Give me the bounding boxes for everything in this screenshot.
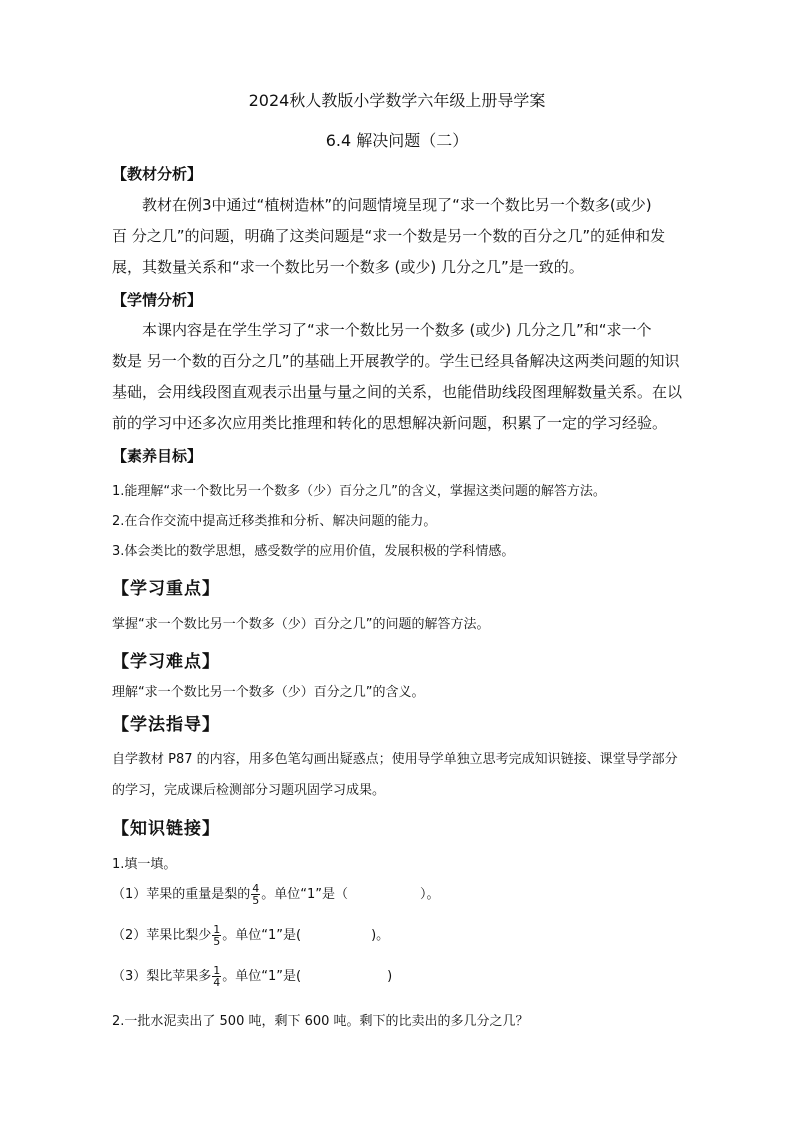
study-guide-line: 自学教材 P87 的内容，用多色笔勾画出疑惑点；使用导学单独立思考完成知识链接、课堂导学部分: [112, 752, 678, 767]
textbook-analysis-paragraph: [112, 190, 702, 283]
paragraph-line: 教材在例3中通过“植树造林”的问题情境呈现了“求一个数比另一个数多(或少): [142, 196, 652, 214]
student-analysis-heading: 【学情分析】: [112, 291, 203, 309]
paragraph-line: 展，其数量关系和“求一个数比另一个数多 (或少) 几分之几”是一致的。: [112, 258, 584, 276]
document-title: 2024秋人教版小学数学六年级上册导学案: [248, 91, 546, 110]
lesson-title: 6.4 解决问题（二）: [325, 131, 469, 150]
fraction: $\frac{1}{5}$: [213, 923, 221, 948]
paragraph-line: 数是 另一个数的百分之几”的基础上开展教学的。学生已经具备解决这两类问题的知识: [112, 352, 680, 370]
fraction: $\frac{1}{4}$: [213, 964, 221, 989]
study-guide-line: 的学习，完成课后检测部分习题巩固学习成果。: [112, 783, 386, 798]
goal-item: 3.体会类比的数学思想，感受数学的应用价值，发展积极的学科情感。: [112, 544, 515, 559]
fill-item-2: （2）苹果比梨少 $\frac{1}{5}$ 。单位“1”是( )。: [112, 923, 390, 948]
goal-item: 2.在合作交流中提高迁移类推和分析、解决问题的能力。: [112, 514, 437, 529]
key-points-heading: 【学习重点】: [112, 579, 220, 599]
paragraph-line: 前的学习中还多次应用类比推理和转化的思想解决新问题，积累了一定的学习经验。: [112, 414, 668, 432]
literacy-goals-heading: 【素养目标】: [112, 447, 203, 465]
question-2: 2.一批水泥卖出了 500 吨，剩下 600 吨。剩下的比卖出的多几分之几？: [112, 1014, 529, 1029]
fill-item-3: （3）梨比苹果多 $\frac{1}{4}$ 。单位“1”是( ): [112, 964, 393, 989]
question-1-label: 1.填一填。: [112, 857, 177, 872]
difficult-points-text: 理解“求一个数比另一个数多（少）百分之几”的含义。: [112, 685, 425, 700]
textbook-analysis-heading: 【教材分析】: [112, 165, 203, 183]
difficult-points-heading: 【学习难点】: [112, 652, 220, 672]
key-points-text: 掌握“求一个数比另一个数多（少）百分之几”的问题的解答方法。: [112, 617, 490, 632]
fraction: $\frac{4}{5}$: [252, 882, 260, 907]
paragraph-line: 本课内容是在学生学习了“求一个数比另一个数多 (或少) 几分之几”和“求一个: [142, 321, 652, 339]
paragraph-line: 基础，会用线段图直观表示出量与量之间的关系，也能借助线段图理解数量关系。在以: [112, 383, 683, 401]
fill-item-1: （1）苹果的重量是梨的 $\frac{4}{5}$ 。单位“1”是（ ）。: [112, 882, 440, 907]
knowledge-link-heading: 【知识链接】: [112, 819, 220, 839]
paragraph-line: 百 分之几”的问题，明确了这类问题是“求一个数是另一个数的百分之几”的延伸和发: [112, 227, 666, 245]
goal-item: 1.能理解“求一个数比另一个数多（少）百分之几”的含义，掌握这类问题的解答方法。: [112, 484, 606, 499]
student-analysis-paragraph: [112, 315, 702, 439]
study-guide-heading: 【学法指导】: [112, 715, 220, 735]
